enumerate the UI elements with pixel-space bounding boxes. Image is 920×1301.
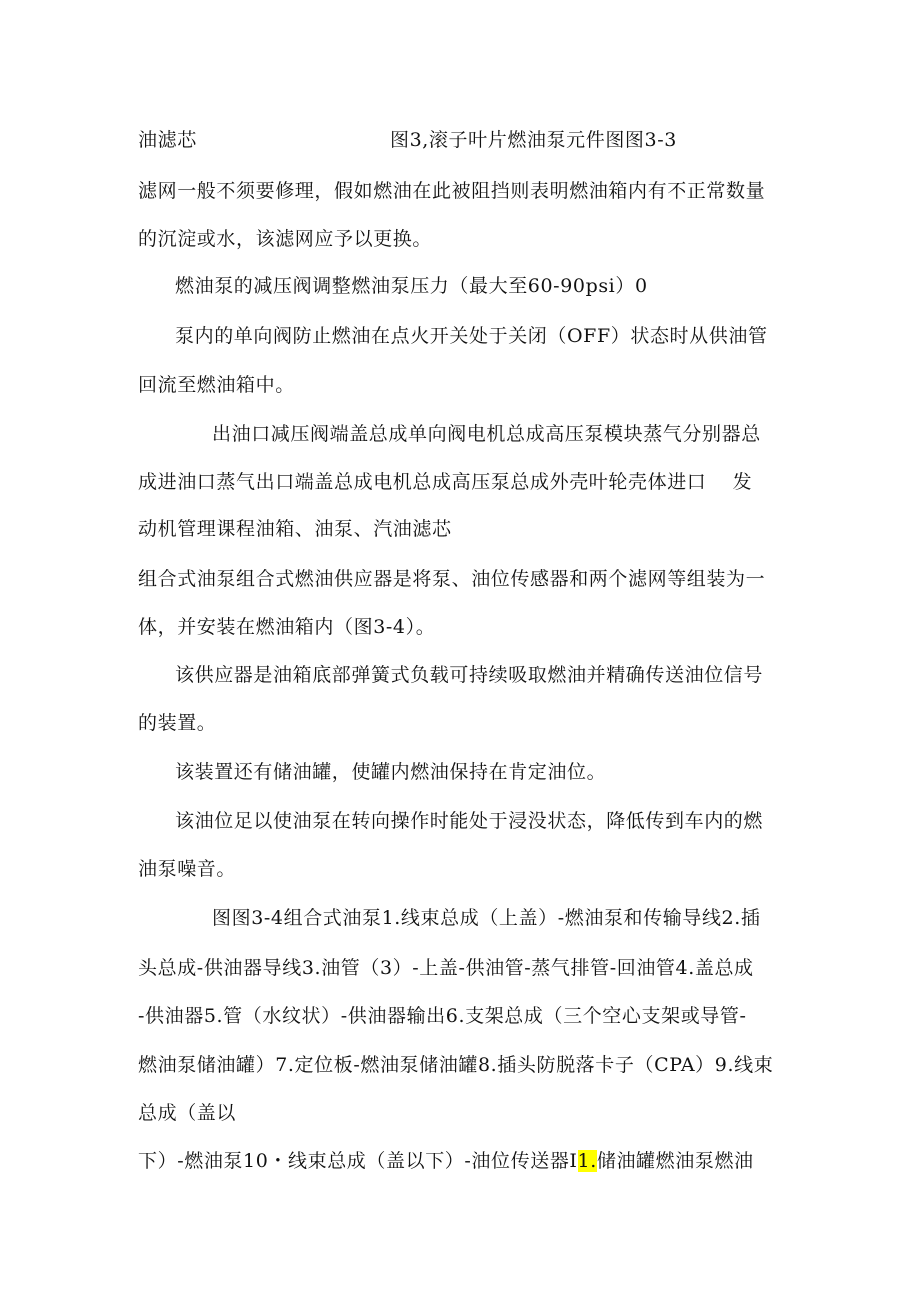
paragraph-line: 的沉淀或水，该滤网应予以更换。 bbox=[138, 228, 433, 250]
paragraph-line: 成进油口蒸气出口端盖总成电机总成高压泵总成外壳叶轮壳体进口 发 bbox=[138, 471, 753, 493]
paragraph-line-last bbox=[138, 1148, 754, 1174]
paragraph-line: 滤网一般不须要修理，假如燃油在此被阻挡则表明燃油箱内有不正常数量 bbox=[138, 180, 766, 202]
last-line-end: 储油罐燃油泵燃油 bbox=[596, 1150, 754, 1172]
last-line-start: 下）-燃油泵10・线束总成（盖以下）-油位传送器I bbox=[138, 1150, 578, 1172]
paragraph-line: 该装置还有储油罐，使罐内燃油保持在肯定油位。 bbox=[175, 761, 607, 783]
paragraph-line: 油泵噪音。 bbox=[138, 858, 237, 880]
paragraph-line: 的装置。 bbox=[138, 712, 217, 734]
paragraph-line: 头总成-供油器导线3.油管（3）-上盖-供油管-蒸气排管-回油管4.盖总成 bbox=[138, 957, 754, 979]
paragraph-line: 总成（盖以 bbox=[138, 1102, 237, 1124]
figure-caption-left: 油滤芯 bbox=[138, 129, 197, 151]
paragraph-line: 该油位足以使油泵在转向操作时能处于浸没状态，降低传到车内的燃 bbox=[175, 810, 764, 832]
paragraph-line: 图图3-4组合式油泵1.线束总成（上盖）-燃油泵和传输导线2.插 bbox=[212, 907, 761, 929]
highlighted-text: 1. bbox=[577, 1150, 597, 1172]
paragraph-line: 出油口减压阀端盖总成单向阀电机总成高压泵模块蒸气分别器总 bbox=[212, 423, 761, 445]
paragraph-line: 组合式油泵组合式燃油供应器是将泵、油位传感器和两个滤网等组装为一 bbox=[138, 568, 766, 590]
paragraph-line: 燃油泵储油罐）7.定位板-燃油泵储油罐8.插头防脱落卡子（CPA）9.线束 bbox=[138, 1054, 774, 1076]
paragraph-line: 燃油泵的减压阀调整燃油泵压力（最大至60-90psi）0 bbox=[175, 275, 648, 297]
paragraph-line: -供油器5.管（水纹状）-供油器输出6.支架总成（三个空心支架或导管- bbox=[138, 1005, 747, 1027]
paragraph-line: 该供应器是油箱底部弹簧式负载可持续吸取燃油并精确传送油位信号 bbox=[175, 664, 764, 686]
paragraph-line: 回流至燃油箱中。 bbox=[138, 374, 295, 396]
paragraph-line: 体，并安装在燃油箱内（图3-4）。 bbox=[138, 616, 436, 638]
paragraph-line: 泵内的单向阀防止燃油在点火开关处于关闭（OFF）状态时从供油管 bbox=[175, 325, 768, 347]
paragraph-line: 动机管理课程油箱、油泵、汽油滤芯 bbox=[138, 518, 452, 540]
figure-caption-right: 图3,滚子叶片燃油泵元件图图3-3 bbox=[390, 129, 677, 151]
